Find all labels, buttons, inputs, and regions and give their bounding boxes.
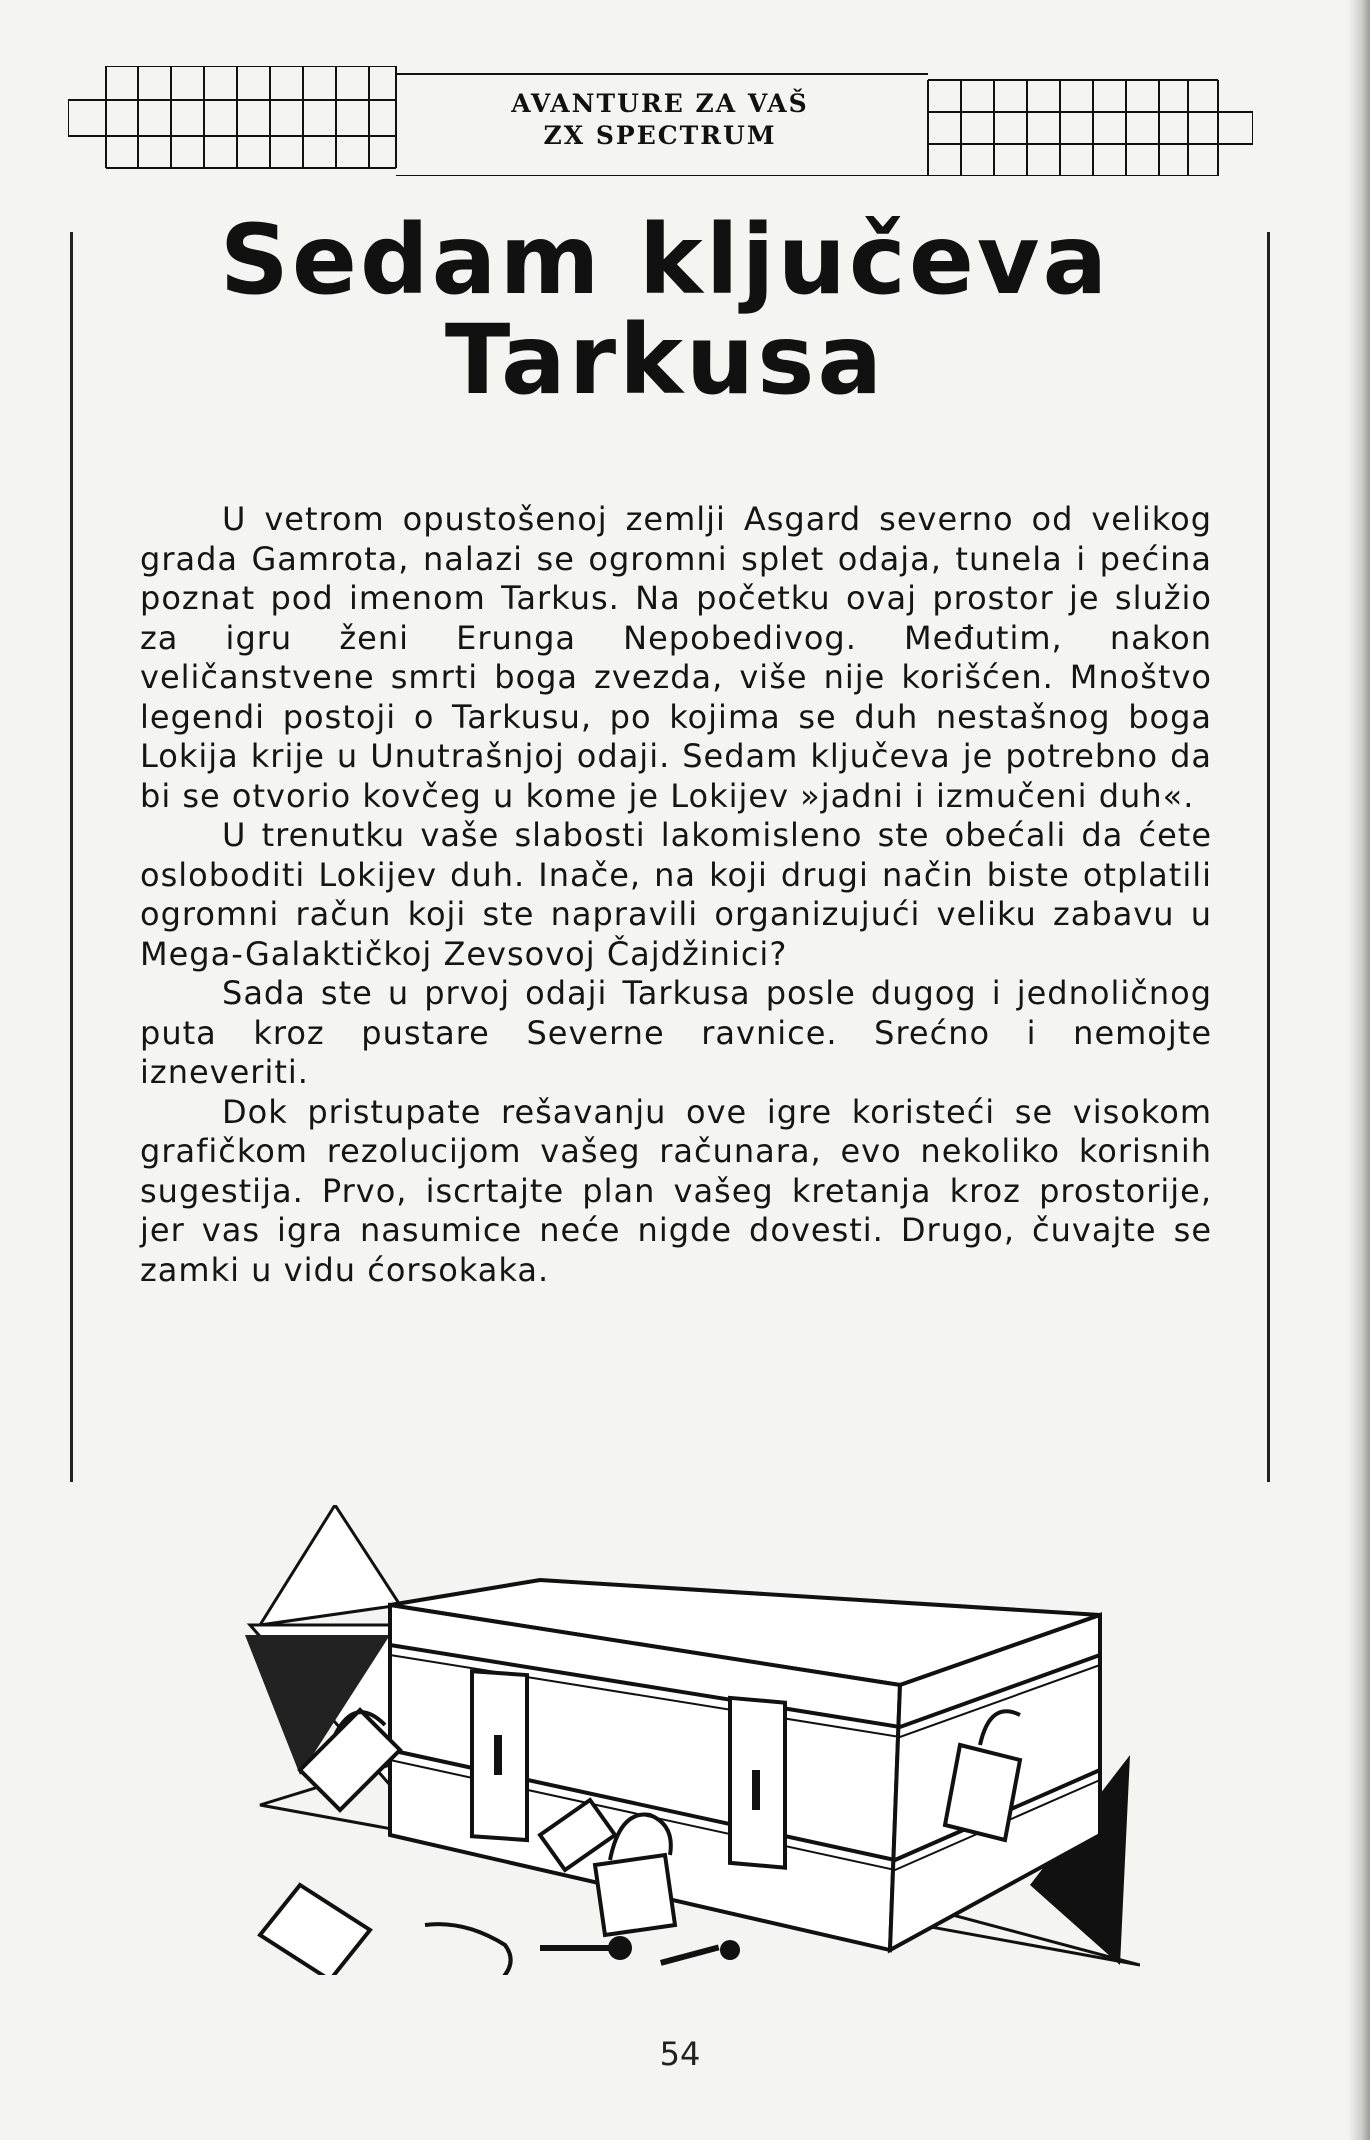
- page-number: 54: [659, 2035, 701, 2073]
- article-title: [200, 204, 1130, 416]
- frame-left-rule: [70, 232, 73, 1482]
- frame-right-rule: [1267, 232, 1270, 1482]
- paragraph-3: Sada ste u prvoj odaji Tarkusa posle dugog i jednoličnog puta kroz pustare Severne ravnice. Srećno i nemojte izneveriti.: [140, 974, 1212, 1091]
- paragraph-4: Dok pristupate rešavanju ove igre koristeći se visokom grafičkom rezolucijom vašeg računara, evo nekoliko korisnih sugestija. Prvo, iscrtajte plan vašeg kretanja kroz prostorije, jer vas igra nasumice neće nigde dovesti. Drugo, čuvajte se zamki u vidu ćorsokaka.: [140, 1092, 1212, 1289]
- title-line2: Tarkusa: [444, 304, 886, 416]
- paragraph-2: U trenutku vaše slabosti lakomisleno ste obećali da ćete osloboditi Lokijev duh. Inače, na koji drugi način biste otplatili ogromni račun koji ste napravili organizujući veliku zabavu u Mega-Galaktičkoj Zevsovoj Čajdžinici?: [140, 816, 1212, 973]
- page-edge-shadow: [1348, 0, 1370, 2140]
- paragraph-1: U vetrom opustošenoj zemlji Asgard severno od velikog grada Gamrota, nalazi se ogromni splet odaja, tunela i pećina poznat pod imenom Tarkus. Na početku ovaj prostor je služio za igru ženi Erunga Nepobedivog. Međutim, nakon veličanstvene smrti boga zvezda, više nije korišćen. Mnoštvo legendi postoji o Tarkusu, po kojima se duh nestašnog boga Lokija krije u Unutrašnjoj odaji. Sedam ključeva je potrebno da bi se otvorio kovčeg u kome je Lokijev »jadni i izmučeni duh«.: [140, 500, 1212, 815]
- section-header-line1: AVANTURE ZA VAŠ: [511, 89, 809, 118]
- chest-illustration: [240, 1505, 1140, 1975]
- article-body: [140, 500, 1212, 1290]
- section-header-line2: ZX SPECTRUM: [543, 121, 777, 150]
- section-header: [400, 88, 920, 152]
- title-line1: Sedam ključeva: [219, 204, 1111, 316]
